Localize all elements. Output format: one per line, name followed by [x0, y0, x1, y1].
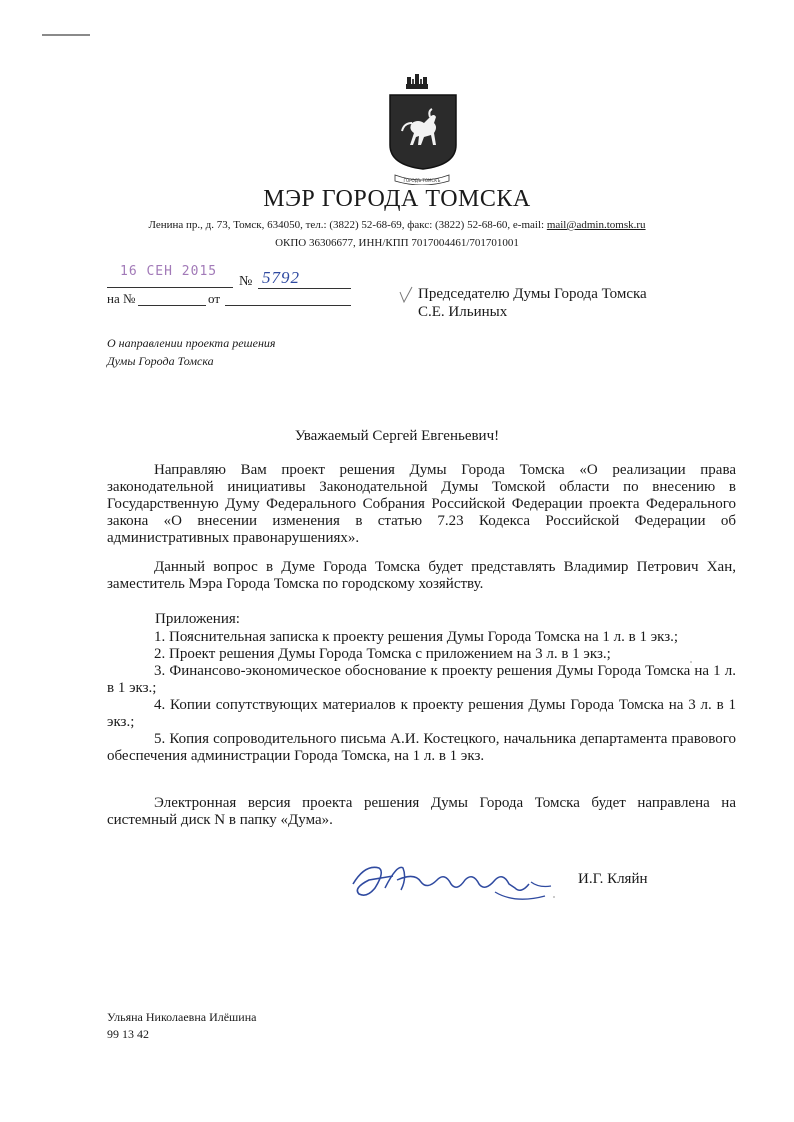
tomsk-coat-of-arms-icon: [388, 93, 458, 171]
date-stamp: 16 СЕН 2015: [120, 263, 218, 280]
svg-text:ГОРОДЪ ТОМСКЪ: ГОРОДЪ ТОМСКЪ: [403, 178, 441, 183]
scan-speck: [690, 661, 692, 663]
subject-line-2: Думы Города Томска: [107, 354, 214, 368]
reply-to-label: на №: [107, 291, 136, 306]
letterhead-title: МЭР ГОРОДА ТОМСКА: [263, 186, 531, 212]
scan-edge-mark: [42, 34, 90, 36]
list-item: 1. Пояснительная записка к проекту решения Думы Города Томска на 1 л. в 1 экз.;: [154, 629, 679, 645]
date-underline: [107, 287, 233, 288]
body-paragraph-2: [107, 559, 736, 593]
number-underline: [258, 288, 351, 289]
subject-line-1: О направлении проекта решения: [107, 336, 276, 350]
addressee-name: С.Е. Ильиных: [418, 304, 508, 320]
attachments-list: [107, 629, 736, 765]
list-item: 5. Копия сопроводительного письма А.И. Костецкого, начальника департамента правового обеспечения администрации Города Томска, на 1 л. в 1 экз.: [107, 731, 736, 764]
reply-to-underline: [138, 305, 206, 306]
outgoing-number: 5792: [262, 268, 300, 287]
addressee-position: Председателю Думы Города Томска: [418, 286, 647, 302]
number-label: №: [239, 274, 253, 289]
email-link[interactable]: mail@admin.tomsk.ru: [546, 219, 646, 231]
address-text: Ленина пр., д. 73, Томск, 634050, тел.: (3822) 52-68-69, факс: (3822) 52-68-60, e-mail:: [148, 219, 547, 231]
subject-block: [107, 334, 275, 370]
crown-icon: [404, 72, 430, 90]
from-label: от: [208, 291, 221, 306]
list-item: 4. Копии сопутствующих материалов к проекту решения Думы Города Томска на 3 л. в 1 экз.;: [107, 697, 736, 730]
check-mark-icon: [399, 286, 413, 304]
addressee-block: [418, 285, 647, 321]
letterhead-codes: ОКПО 36306677, ИНН/КПП 7017004461/701701001: [275, 237, 519, 249]
executor-name: Ульяна Николаевна Илёшина: [107, 1010, 257, 1024]
from-underline: [225, 305, 351, 306]
list-item: 2. Проект решения Думы Города Томска с приложением на 3 л. в 1 экз.;: [154, 646, 611, 662]
paragraph-text: Электронная версия проекта решения Думы Города Томска будет направлена на системный диск N в папку «Дума».: [107, 795, 736, 828]
paragraph-text: Направляю Вам проект решения Думы Города Томска «О реализации права законодательной инициативы Законодательной Думы Томской области по внесению в Государственную Думу Федерального Собрания Российской Федерации проекта Федерального закона «О внесении изменения в статью 7.23 Кодекса Российской Федерации об административных правонарушениях».: [107, 462, 736, 546]
signer-name: И.Г. Кляйн: [578, 871, 648, 887]
list-item: 3. Финансово-экономическое обоснование к проекту решения Думы Города Томска на 1 л. в 1 экз.;: [107, 663, 736, 696]
body-paragraph-1: [107, 462, 736, 547]
body-paragraph-3: [107, 795, 736, 829]
scan-speck: [553, 896, 555, 898]
attachments-title: Приложения:: [155, 611, 240, 627]
handwritten-signature: [345, 858, 570, 908]
letterhead-address: [0, 219, 794, 231]
executor-phone: 99 13 42: [107, 1027, 149, 1041]
paragraph-text: Данный вопрос в Думе Города Томска будет представлять Владимир Петрович Хан, заместитель Мэра Города Томска по городскому хозяйству.: [107, 559, 736, 592]
executor-block: [107, 1009, 256, 1043]
salutation: Уважаемый Сергей Евгеньевич!: [294, 428, 500, 444]
emblem-ribbon: [394, 173, 450, 185]
